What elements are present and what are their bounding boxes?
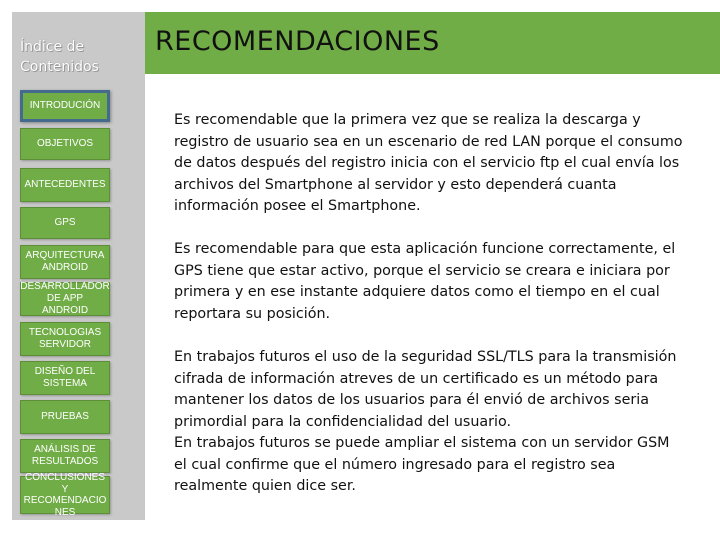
toc-title-line: Contenidos [20, 59, 99, 75]
nav-label: ANTECEDENTES [24, 179, 106, 190]
nav-label: RESULTADOS [31, 456, 99, 467]
nav-label: INTRODUCIÓN [29, 100, 101, 111]
nav-label: PRUEBAS [41, 411, 89, 422]
nav-label: OBJETIVOS [36, 138, 94, 149]
nav-label: ANDROID [41, 262, 89, 273]
nav-label: DISEÑO DEL [34, 366, 96, 377]
nav-label: DESARROLLADOR [20, 281, 110, 292]
paragraph-line: En trabajos futuros se puede ampliar el sistema con un servidor GSM [174, 435, 670, 451]
recommendation-paragraph-2 [174, 239, 694, 325]
recommendation-paragraph-3 [174, 347, 694, 498]
nav-label: RECOMENDACIO [23, 495, 107, 506]
paragraph-line: información posee el Smartphone. [174, 198, 421, 214]
nav-analisis-resultados-button[interactable] [20, 439, 110, 473]
paragraph-line: de datos después del registro inicia con el servicio ftp el cual envía los [174, 155, 680, 171]
nav-label: CONCLUSIONES Y [24, 472, 105, 495]
nav-objetivos-button[interactable] [20, 128, 110, 160]
paragraph-line: Es recomendable para que esta aplicación funcione correctamente, el [174, 241, 676, 257]
paragraph-line: GPS tiene que estar activo, porque el servicio se creara e iniciara por [174, 262, 670, 279]
nav-diseno-sistema-button[interactable] [20, 361, 110, 395]
nav-label: GPS [54, 217, 76, 228]
nav-label: DE APP ANDROID [41, 293, 89, 316]
paragraph-line: mantener los datos de los usuarios para él envió de archivos seria [174, 392, 649, 408]
nav-label: SERVIDOR [38, 339, 92, 350]
toc-title-line: Índice de [20, 39, 85, 55]
nav-antecedentes-button[interactable] [20, 168, 110, 202]
nav-label: TECNOLOGIAS [28, 327, 102, 338]
nav-tecnologias-servidor-button[interactable] [20, 322, 110, 356]
paragraph-line: el cual confirme que el número ingresado para el registro sea [174, 456, 616, 473]
nav-introduccion-button[interactable] [20, 90, 110, 122]
nav-conclusiones-button[interactable] [20, 472, 110, 518]
paragraph-line: cifrada de información atreves de un certificado es un método para [174, 370, 659, 387]
nav-label: ARQUITECTURA [25, 250, 105, 261]
nav-pruebas-button[interactable] [20, 400, 110, 434]
table-of-contents-title [20, 37, 130, 77]
paragraph-line: primera y en ese instante adquiere datos como el tiempo en el cual [174, 284, 660, 300]
recommendation-paragraph-1 [174, 110, 694, 218]
nav-arquitectura-android-button[interactable] [20, 245, 110, 279]
nav-label: NES [54, 506, 76, 518]
nav-desarrollador-app-button[interactable] [20, 282, 110, 316]
nav-gps-button[interactable] [20, 207, 110, 239]
page-title: RECOMENDACIONES [155, 26, 440, 57]
paragraph-line: En trabajos futuros el uso de la seguridad SSL/TLS para la transmisión [174, 349, 677, 365]
paragraph-line: Es recomendable que la primera vez que se realiza la descarga y [174, 112, 641, 128]
paragraph-line: reportara su posición. [174, 305, 331, 322]
nav-label: ANÁLISIS DE [34, 444, 96, 455]
paragraph-line: archivos del Smartphone al servidor y esto dependerá cuanta [174, 176, 617, 193]
header-bar [145, 12, 720, 74]
nav-label: SISTEMA [43, 378, 87, 389]
paragraph-line: registro de usuario sea en un escenario de red LAN porque el consumo [174, 133, 683, 150]
paragraph-line: realmente quien dice ser. [174, 478, 356, 494]
paragraph-line: primordial para la confidencialidad del usuario. [174, 413, 512, 430]
